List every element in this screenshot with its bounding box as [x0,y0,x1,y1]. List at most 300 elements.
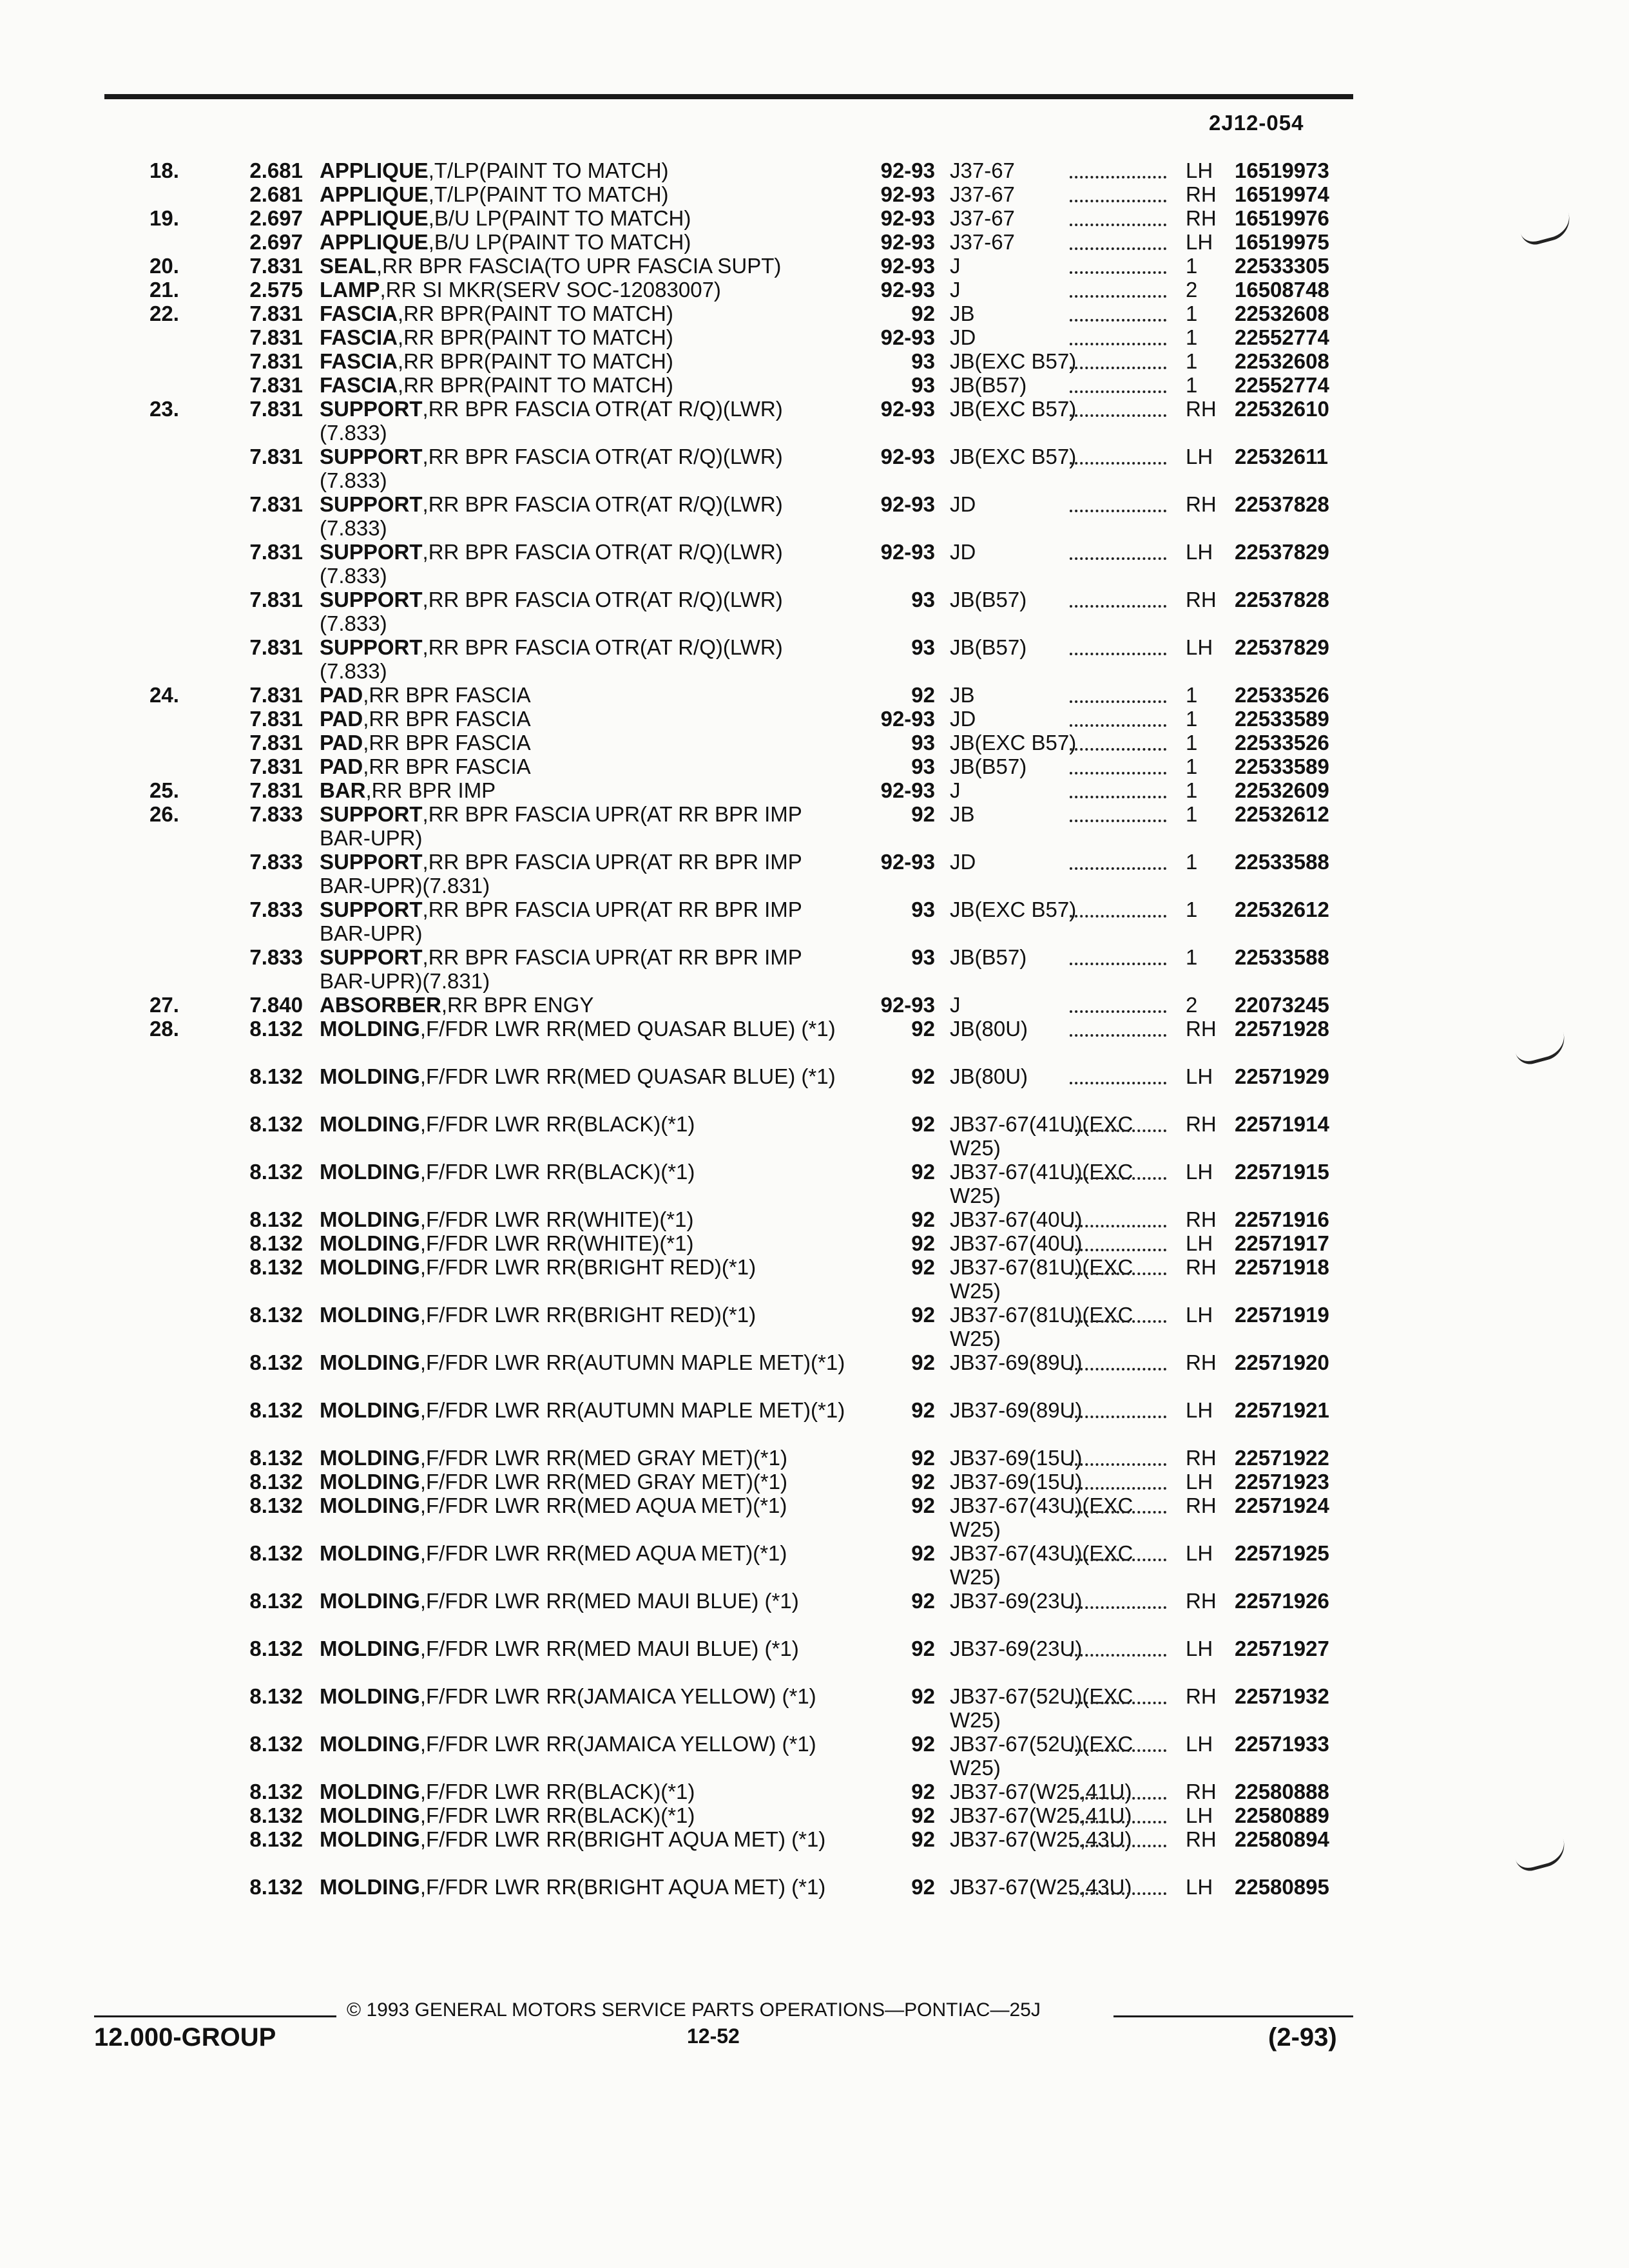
model-code: JB [950,302,975,325]
model-year: 93 [911,731,935,754]
group-number: 7.831 [249,397,303,421]
group-number: 8.132 [249,1231,303,1255]
model-code: JB(B57) [950,635,1027,659]
side-or-qty: LH [1186,1803,1213,1827]
part-name: MOLDING [320,1112,420,1136]
group-label: 12.000-GROUP [94,2023,276,2052]
model-year: 92 [911,1207,935,1231]
part-description [320,778,851,802]
part-description [320,754,851,778]
part-number: 22571920 [1235,1350,1329,1374]
side-or-qty: 2 [1186,993,1198,1017]
part-detail: ,F/FDR LWR RR(JAMAICA YELLOW) (*1) [419,1684,816,1708]
parts-row [0,1684,1629,1732]
item-number: 23. [149,397,179,421]
group-number: 7.833 [249,898,303,921]
model-code: JB(EXC B57) [950,898,1077,921]
group-number: 7.831 [249,683,303,707]
side-or-qty: LH [1186,1231,1213,1255]
part-name: MOLDING [320,1398,420,1422]
parts-row [0,1446,1629,1470]
group-number: 7.833 [249,802,303,826]
parts-row [0,325,1629,349]
part-description [320,683,851,707]
model-year: 92 [911,1303,935,1327]
parts-row [0,1303,1629,1350]
model-code: JD [950,850,976,874]
part-description [320,540,851,588]
part-name: FASCIA [320,349,398,373]
item-number: 26. [149,802,179,826]
part-number: 22571932 [1235,1684,1329,1708]
part-name: MOLDING [320,1207,420,1231]
part-number: 22580888 [1235,1780,1329,1803]
model-code: JB37-67(43U)(EXC W25) [950,1494,1133,1541]
model-year: 92 [911,1732,935,1756]
part-name: SUPPORT [320,397,423,421]
group-number: 8.132 [249,1827,303,1851]
group-number: 7.831 [249,707,303,731]
part-number: 22571923 [1235,1470,1329,1494]
model-code: JD [950,707,976,731]
group-number: 2.681 [249,159,303,182]
part-description [320,1017,851,1041]
model-year: 92-93 [880,182,935,206]
side-or-qty: RH [1186,1684,1217,1708]
side-or-qty: 1 [1186,778,1198,802]
side-or-qty: 1 [1186,373,1198,397]
parts-row [0,898,1629,945]
side-or-qty: 1 [1186,302,1198,325]
top-rule [104,94,1353,99]
part-description [320,731,851,754]
side-or-qty: 1 [1186,254,1198,278]
parts-row [0,1875,1629,1923]
part-number: 22532609 [1235,778,1329,802]
part-number: 22532608 [1235,302,1329,325]
side-or-qty: LH [1186,1160,1213,1184]
group-number: 8.132 [249,1780,303,1803]
parts-row [0,1827,1629,1875]
model-code: JB37-69(15U) [950,1446,1083,1470]
model-code: JB37-69(15U) [950,1470,1083,1494]
side-or-qty: LH [1186,1470,1213,1494]
side-or-qty: RH [1186,1017,1217,1041]
parts-row [0,230,1629,254]
model-code: JB37-67(41U)(EXC W25) [950,1160,1133,1207]
model-code: JB37-69(89U) [950,1350,1083,1374]
model-year: 92-93 [880,707,935,731]
parts-row [0,1207,1629,1231]
model-year: 92-93 [880,445,935,468]
group-number: 8.132 [249,1541,303,1565]
part-description [320,1160,851,1184]
model-year: 92 [911,1803,935,1827]
model-year: 93 [911,349,935,373]
parts-row [0,993,1629,1017]
model-year: 92-93 [880,397,935,421]
group-number: 7.840 [249,993,303,1017]
group-number: 8.132 [249,1398,303,1422]
parts-row [0,492,1629,540]
part-number: 22532611 [1235,445,1329,468]
part-name: MOLDING [320,1303,420,1327]
part-description [320,588,851,635]
part-number: 22552774 [1235,373,1329,397]
parts-row [0,778,1629,802]
group-number: 7.831 [249,373,303,397]
group-number: 7.831 [249,349,303,373]
model-year: 92 [911,1684,935,1708]
model-code: J [950,278,961,302]
model-year: 92-93 [880,278,935,302]
model-code: JB37-67(52U)(EXC W25) [950,1684,1133,1732]
parts-row [0,1589,1629,1637]
part-description [320,802,851,850]
part-detail: ,F/FDR LWR RR(AUTUMN MAPLE MET)(*1) [419,1398,845,1422]
side-or-qty: 1 [1186,754,1198,778]
part-name: SUPPORT [320,588,423,611]
part-description [320,397,851,445]
model-year: 92 [911,1637,935,1660]
part-name: PAD [320,731,363,754]
model-year: 92-93 [880,778,935,802]
group-number: 8.132 [249,1684,303,1708]
part-description [320,1231,851,1255]
side-or-qty: RH [1186,492,1217,516]
part-name: APPLIQUE [320,206,429,230]
part-name: PAD [320,754,363,778]
part-detail: ,F/FDR LWR RR(AUTUMN MAPLE MET)(*1) [419,1350,845,1374]
part-number: 22571919 [1235,1303,1329,1327]
model-code: JB(EXC B57) [950,731,1077,754]
model-code: JB(B57) [950,945,1027,969]
model-code: JB37-67(40U) [950,1207,1083,1231]
model-year: 92-93 [880,206,935,230]
side-or-qty: 1 [1186,349,1198,373]
part-description [320,206,851,230]
side-or-qty: RH [1186,182,1217,206]
part-name: MOLDING [320,1350,420,1374]
part-description [320,373,851,397]
part-number: 22073245 [1235,993,1329,1017]
parts-row [0,540,1629,588]
parts-row [0,1732,1629,1780]
item-number: 24. [149,683,179,707]
group-number: 7.831 [249,540,303,564]
part-detail: ,RR BPR FASCIA OTR(AT R/Q)(LWR) (7.833) [320,588,783,635]
part-detail: ,RR BPR FASCIA(TO UPR FASCIA SUPT) [376,254,782,278]
model-code: JB37-67(W25,43U) [950,1875,1132,1899]
part-number: 22533589 [1235,754,1329,778]
side-or-qty: LH [1186,1398,1213,1422]
item-number: 21. [149,278,179,302]
parts-row [0,945,1629,993]
model-year: 92 [911,1112,935,1136]
model-year: 92-93 [880,254,935,278]
model-year: 92-93 [880,993,935,1017]
part-number: 22571914 [1235,1112,1329,1136]
part-description [320,230,851,254]
group-number: 8.132 [249,1303,303,1327]
part-description [320,850,851,898]
part-name: MOLDING [320,1470,420,1494]
part-description [320,1732,851,1756]
part-number: 22532612 [1235,802,1329,826]
model-year: 92-93 [880,850,935,874]
model-year: 92 [911,1541,935,1565]
model-year: 93 [911,588,935,611]
part-number: 22552774 [1235,325,1329,349]
part-description [320,1446,851,1470]
parts-row [0,1112,1629,1160]
part-number: 22571928 [1235,1017,1329,1041]
parts-row [0,254,1629,278]
part-number: 22571933 [1235,1732,1329,1756]
part-description [320,182,851,206]
model-code: JB37-69(23U) [950,1589,1083,1613]
part-description [320,1470,851,1494]
model-year: 92 [911,1875,935,1899]
side-or-qty: 2 [1186,278,1198,302]
side-or-qty: RH [1186,1350,1217,1374]
part-detail: ,RR BPR FASCIA OTR(AT R/Q)(LWR) (7.833) [320,635,783,683]
part-detail: ,RR BPR FASCIA UPR(AT RR BPR IMP BAR-UPR) [320,802,802,850]
side-or-qty: LH [1186,540,1213,564]
part-name: LAMP [320,278,380,302]
group-number: 8.132 [249,1470,303,1494]
item-number: 27. [149,993,179,1017]
part-description [320,492,851,540]
part-detail: ,F/FDR LWR RR(BRIGHT AQUA MET) (*1) [419,1875,826,1899]
part-description [320,1541,851,1565]
model-code: JB(B57) [950,373,1027,397]
group-number: 7.831 [249,778,303,802]
part-detail: ,RR BPR IMP [365,778,496,802]
part-name: MOLDING [320,1780,420,1803]
parts-row [0,1064,1629,1112]
part-detail: ,RR BPR ENGY [441,993,594,1017]
part-number: 22533589 [1235,707,1329,731]
part-detail: ,F/FDR LWR RR(MED QUASAR BLUE) (*1) [419,1064,836,1088]
part-description [320,1112,851,1136]
parts-list [0,159,1629,1923]
footer-rule-left [94,2015,336,2017]
parts-row [0,1803,1629,1827]
part-name: FASCIA [320,373,398,397]
part-number: 22571921 [1235,1398,1329,1422]
part-description [320,1255,851,1279]
model-year: 92 [911,1470,935,1494]
parts-row [0,1255,1629,1303]
model-year: 92 [911,1398,935,1422]
part-name: MOLDING [320,1637,420,1660]
part-description [320,635,851,683]
part-description [320,1494,851,1517]
part-name: MOLDING [320,1160,420,1184]
parts-row [0,850,1629,898]
side-or-qty: 1 [1186,325,1198,349]
part-description [320,1637,851,1660]
part-detail: ,F/FDR LWR RR(MED AQUA MET)(*1) [419,1494,787,1517]
parts-row [0,754,1629,778]
part-detail: ,RR SI MKR(SERV SOC-12083007) [380,278,721,302]
parts-row [0,1780,1629,1803]
part-description [320,993,851,1017]
part-detail: ,F/FDR LWR RR(MED MAUI BLUE) (*1) [419,1589,799,1613]
model-year: 92 [911,1350,935,1374]
part-detail: ,RR BPR FASCIA OTR(AT R/Q)(LWR) (7.833) [320,445,783,492]
model-code: JB37-67(W25,41U) [950,1803,1132,1827]
part-name: PAD [320,707,363,731]
part-number: 22533588 [1235,945,1329,969]
side-or-qty: LH [1186,230,1213,254]
parts-row [0,397,1629,445]
side-or-qty: RH [1186,1446,1217,1470]
copyright-notice: © 1993 GENERAL MOTORS SERVICE PARTS OPERATIONS—PONTIAC—25J [347,1999,1041,2021]
part-name: ABSORBER [320,993,441,1017]
part-name: MOLDING [320,1446,420,1470]
part-number: 22533526 [1235,731,1329,754]
part-description [320,349,851,373]
part-name: MOLDING [320,1064,420,1088]
model-code: J37-67 [950,182,1015,206]
part-number: 16519974 [1235,182,1329,206]
part-detail: ,F/FDR LWR RR(BRIGHT RED)(*1) [419,1255,757,1279]
model-code: JB(EXC B57) [950,397,1077,421]
model-code: JB37-69(89U) [950,1398,1083,1422]
model-code: JB37-69(23U) [950,1637,1083,1660]
part-detail: ,RR BPR FASCIA [363,707,531,731]
model-year: 92 [911,1064,935,1088]
part-description [320,1803,851,1827]
part-detail: ,F/FDR LWR RR(BRIGHT AQUA MET) (*1) [419,1827,826,1851]
group-number: 2.681 [249,182,303,206]
part-number: 22571918 [1235,1255,1329,1279]
part-name: BAR [320,778,366,802]
part-name: MOLDING [320,1231,420,1255]
part-name: MOLDING [320,1827,420,1851]
group-number: 8.132 [249,1494,303,1517]
parts-row [0,302,1629,325]
part-number: 22537828 [1235,588,1329,611]
part-name: APPLIQUE [320,230,429,254]
parts-row [0,278,1629,302]
part-name: SEAL [320,254,377,278]
model-year: 93 [911,754,935,778]
part-name: SUPPORT [320,635,423,659]
parts-row [0,1231,1629,1255]
part-detail: ,RR BPR(PAINT TO MATCH) [398,302,673,325]
group-number: 7.831 [249,445,303,468]
part-name: MOLDING [320,1494,420,1517]
part-number: 22571929 [1235,1064,1329,1088]
part-name: MOLDING [320,1803,420,1827]
side-or-qty: LH [1186,1541,1213,1565]
part-detail: ,F/FDR LWR RR(MED GRAY MET)(*1) [419,1470,787,1494]
part-detail: ,F/FDR LWR RR(BLACK)(*1) [419,1803,695,1827]
group-number: 8.132 [249,1017,303,1041]
part-detail: ,RR BPR FASCIA UPR(AT RR BPR IMP BAR-UPR)(7.831) [320,850,802,898]
part-name: SUPPORT [320,540,423,564]
model-year: 92 [911,1827,935,1851]
model-code: J37-67 [950,206,1015,230]
side-or-qty: 1 [1186,802,1198,826]
group-number: 8.132 [249,1160,303,1184]
model-code: J [950,254,961,278]
group-number: 8.132 [249,1875,303,1899]
group-number: 2.697 [249,230,303,254]
parts-row [0,1160,1629,1207]
model-code: JB(EXC B57) [950,445,1077,468]
part-number: 22580889 [1235,1803,1329,1827]
model-code: JB(80U) [950,1064,1028,1088]
part-detail: ,F/FDR LWR RR(WHITE)(*1) [419,1207,694,1231]
group-number: 7.831 [249,254,303,278]
model-code: JB37-67(40U) [950,1231,1083,1255]
part-description [320,254,851,278]
part-number: 22537829 [1235,540,1329,564]
part-detail: ,RR BPR FASCIA OTR(AT R/Q)(LWR) (7.833) [320,492,783,540]
parts-row [0,731,1629,754]
model-code: JB(B57) [950,588,1027,611]
part-detail: ,F/FDR LWR RR(MED MAUI BLUE) (*1) [419,1637,799,1660]
part-name: SUPPORT [320,445,423,468]
side-or-qty: RH [1186,1112,1217,1136]
part-detail: ,T/LP(PAINT TO MATCH) [428,159,669,182]
side-or-qty: 1 [1186,731,1198,754]
part-detail: ,F/FDR LWR RR(BLACK)(*1) [419,1112,695,1136]
model-code: JB37-67(W25,43U) [950,1827,1132,1851]
part-detail: ,F/FDR LWR RR(MED GRAY MET)(*1) [419,1446,787,1470]
model-year: 92 [911,302,935,325]
part-name: SUPPORT [320,492,423,516]
part-number: 22533305 [1235,254,1329,278]
group-number: 8.132 [249,1589,303,1613]
group-number: 7.833 [249,945,303,969]
part-name: PAD [320,683,363,707]
parts-row [0,445,1629,492]
model-code: J37-67 [950,230,1015,254]
part-detail: ,F/FDR LWR RR(JAMAICA YELLOW) (*1) [419,1732,816,1756]
part-number: 22571927 [1235,1637,1329,1660]
parts-row [0,1541,1629,1589]
model-code: JB(EXC B57) [950,349,1077,373]
part-detail: ,F/FDR LWR RR(BLACK)(*1) [419,1780,695,1803]
part-number: 22571922 [1235,1446,1329,1470]
model-code: JD [950,540,976,564]
part-detail: ,F/FDR LWR RR(MED AQUA MET)(*1) [419,1541,787,1565]
part-description [320,325,851,349]
side-or-qty: RH [1186,1780,1217,1803]
part-detail: ,RR BPR FASCIA UPR(AT RR BPR IMP BAR-UPR) [320,898,802,945]
side-or-qty: RH [1186,1255,1217,1279]
model-year: 92 [911,1494,935,1517]
page-number: 12-52 [687,2024,740,2048]
parts-row [0,1017,1629,1064]
model-code: J37-67 [950,159,1015,182]
group-number: 7.831 [249,588,303,611]
part-description [320,707,851,731]
side-or-qty: LH [1186,159,1213,182]
part-number: 22580894 [1235,1827,1329,1851]
part-number: 22537829 [1235,635,1329,659]
side-or-qty: RH [1186,1494,1217,1517]
part-description [320,1303,851,1327]
group-number: 8.132 [249,1446,303,1470]
part-name: MOLDING [320,1255,420,1279]
model-year: 92 [911,1780,935,1803]
